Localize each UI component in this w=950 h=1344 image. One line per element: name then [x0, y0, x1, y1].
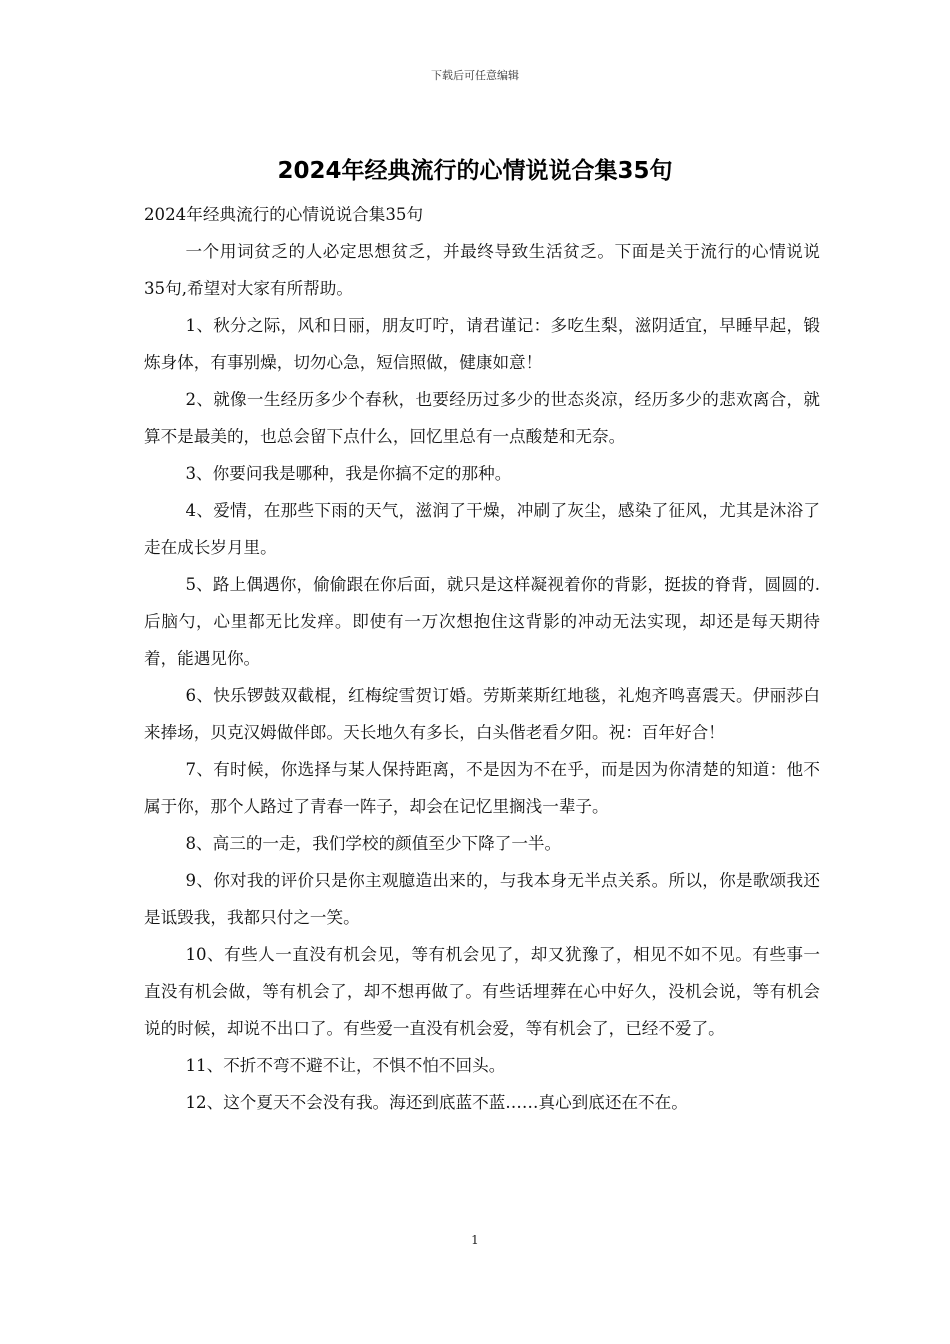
document-title: 2024年经典流行的心情说说合集35句 — [277, 158, 673, 184]
list-item: 11、不折不弯不避不让，不惧不怕不回头。 — [185, 1056, 506, 1075]
list-item: 9、你对我的评价只是你主观臆造出来的，与我本身无半点关系。所以，你是歌颂我还是诋毁我，我都只付之一笑。 — [144, 871, 820, 927]
list-item: 6、快乐锣鼓双截棍，红梅绽雪贺订婚。劳斯莱斯红地毯，礼炮齐鸣喜震天。伊丽莎白来捧场，贝克汉姆做伴郎。天长地久有多长，白头偕老看夕阳。祝：百年好合！ — [144, 686, 820, 742]
document-subtitle: 2024年经典流行的心情说说合集35句 — [144, 205, 424, 224]
document-body — [144, 196, 820, 1121]
list-item: 3、你要问我是哪种，我是你搞不定的那种。 — [185, 464, 512, 483]
list-item: 2、就像一生经历多少个春秋，也要经历过多少的世态炎凉，经历多少的悲欢离合，就算不是最美的，也总会留下点什么，回忆里总有一点酸楚和无奈。 — [144, 390, 820, 446]
list-item: 12、这个夏天不会没有我。海还到底蓝不蓝……真心到底还在不在。 — [185, 1093, 688, 1112]
list-item: 10、有些人一直没有机会见，等有机会见了，却又犹豫了，相见不如不见。有些事一直没有机会做，等有机会了，却不想再做了。有些话埋葬在心中好久，没机会说，等有机会说的时候，却说不出口了。有些爱一直没有机会爱，等有机会了，已经不爱了。 — [144, 945, 820, 1038]
page-number: 1 — [471, 1233, 479, 1247]
list-item: 7、有时候，你选择与某人保持距离，不是因为不在乎，而是因为你清楚的知道：他不属于你，那个人路过了青春一阵子，却会在记忆里搁浅一辈子。 — [144, 760, 820, 816]
list-item: 5、路上偶遇你，偷偷跟在你后面，就只是这样凝视着你的背影，挺拔的脊背，圆圆的.后脑勺，心里都无比发痒。即使有一万次想抱住这背影的冲动无法实现，却还是每天期待着，能遇见你。 — [144, 575, 820, 668]
list-item: 8、高三的一走，我们学校的颜值至少下降了一半。 — [185, 834, 562, 853]
header-note: 下载后可任意编辑 — [431, 69, 519, 82]
list-item: 4、爱情，在那些下雨的天气，滋润了干燥，冲刷了灰尘，感染了征风，尤其是沐浴了走在成长岁月里。 — [144, 501, 820, 557]
list-item: 1、秋分之际，风和日丽，朋友叮咛，请君谨记：多吃生梨，滋阴适宜，早睡早起，锻炼身体，有事别燥，切勿心急，短信照做，健康如意！ — [144, 316, 820, 372]
intro-paragraph: 一个用词贫乏的人必定思想贫乏，并最终导致生活贫乏。下面是关于流行的心情说说35句,希望对大家有所帮助。 — [144, 242, 820, 298]
